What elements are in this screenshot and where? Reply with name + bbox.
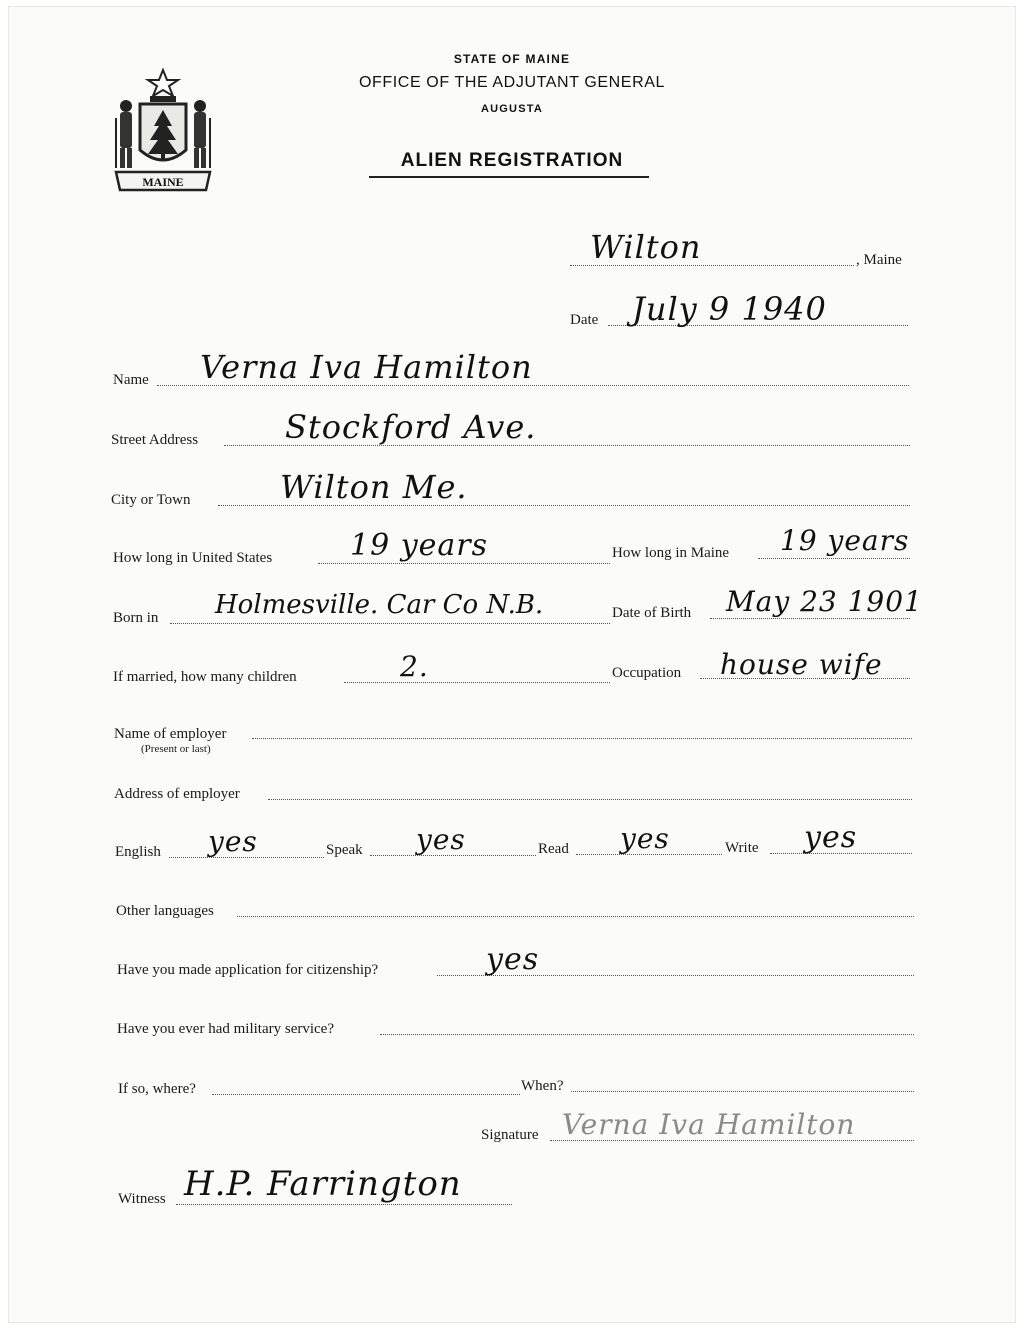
signature-value: Verna Iva Hamilton: [562, 1108, 856, 1141]
citizenship-value: yes: [486, 942, 540, 977]
employer-sublabel: (Present or last): [141, 743, 211, 755]
witness-label: Witness: [118, 1191, 166, 1207]
how-long-us-label: How long in United States: [113, 550, 273, 566]
when-label: When?: [521, 1078, 564, 1094]
where-label: If so, where?: [118, 1081, 196, 1097]
street-value: Stockford Ave.: [285, 408, 537, 446]
header-city: AUGUSTA: [481, 103, 543, 115]
employer-address-line: [268, 799, 912, 800]
how-long-me-value: 19 years: [780, 524, 910, 557]
occupation-value: house wife: [720, 648, 883, 681]
street-label: Street Address: [111, 432, 199, 448]
employer-address-label: Address of employer: [114, 786, 240, 802]
maine-label: , Maine: [856, 252, 902, 268]
where-line: [212, 1094, 520, 1095]
born-in-line: [170, 623, 610, 624]
born-in-value: Holmesville. Car Co N.B.: [215, 590, 544, 620]
children-line: [344, 682, 610, 683]
speak-label: Speak: [326, 842, 363, 858]
employer-line: [252, 738, 912, 739]
other-languages-label: Other languages: [116, 903, 214, 919]
citizenship-label: Have you made application for citizenship?: [117, 962, 379, 978]
when-line: [571, 1091, 914, 1092]
how-long-us-value: 19 years: [350, 528, 489, 563]
read-value: yes: [620, 822, 670, 855]
witness-line: [176, 1204, 512, 1205]
occupation-label: Occupation: [612, 665, 682, 681]
header-state: STATE OF MAINE: [453, 52, 571, 66]
dob-value: May 23 1901: [726, 585, 923, 618]
dob-label: Date of Birth: [612, 605, 692, 621]
other-languages-line: [237, 916, 914, 917]
city-value: Wilton Me.: [280, 468, 468, 506]
read-label: Read: [538, 841, 569, 857]
form-title: ALIEN REGISTRATION: [400, 150, 624, 171]
write-value: yes: [804, 820, 858, 855]
name-label: Name: [113, 372, 149, 388]
header-office: OFFICE OF THE ADJUTANT GENERAL: [358, 74, 666, 91]
town-value: Wilton: [590, 228, 702, 266]
how-long-us-line: [318, 563, 610, 564]
english-label: English: [115, 844, 161, 860]
name-value: Verna Iva Hamilton: [200, 348, 533, 386]
seal-banner-text: MAINE: [142, 175, 184, 189]
how-long-me-line: [758, 558, 910, 559]
signature-label: Signature: [481, 1127, 539, 1143]
speak-value: yes: [416, 823, 466, 856]
born-in-label: Born in: [113, 610, 159, 626]
english-value: yes: [208, 825, 258, 858]
date-label: Date: [570, 312, 599, 328]
employer-label: Name of employer: [114, 726, 227, 742]
children-label: If married, how many children: [113, 669, 297, 685]
how-long-me-label: How long in Maine: [612, 545, 730, 561]
date-value: July 9 1940: [632, 290, 827, 328]
children-value: 2.: [400, 650, 429, 683]
title-underline: [369, 176, 649, 178]
witness-value: H.P. Farrington: [184, 1164, 462, 1204]
dob-line: [710, 618, 910, 619]
write-label: Write: [725, 840, 759, 856]
city-label: City or Town: [111, 492, 191, 508]
military-label: Have you ever had military service?: [117, 1021, 334, 1037]
military-line: [380, 1034, 914, 1035]
